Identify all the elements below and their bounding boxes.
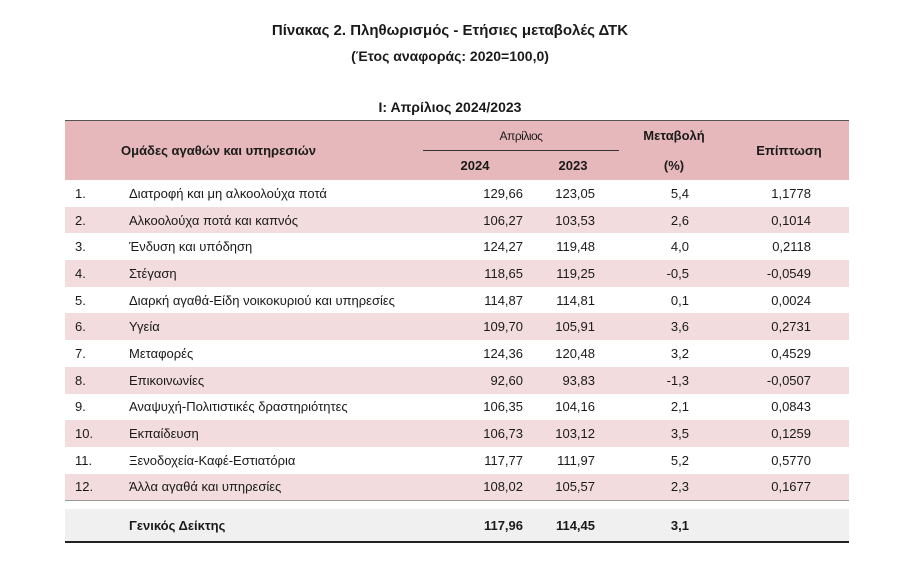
table-body <box>65 180 849 501</box>
row-name: Επικοινωνίες <box>119 367 423 394</box>
row-name: Αλκοολούχα ποτά και καπνός <box>119 207 423 234</box>
row-impact: -0,0507 <box>729 367 849 394</box>
row-2023: 120,48 <box>555 345 595 361</box>
row-impact: 0,1677 <box>729 474 849 501</box>
total-2023: 114,45 <box>527 509 619 542</box>
row-impact: 1,1778 <box>771 185 811 201</box>
row-2024: 106,35 <box>483 399 523 415</box>
row-name: Διαρκή αγαθά-Είδη νοικοκυριού και υπηρεσίες <box>129 292 395 308</box>
row-2023: 111,97 <box>557 452 595 468</box>
inflation-table <box>65 120 849 543</box>
row-change: 4,0 <box>670 239 689 255</box>
table-row <box>65 474 849 501</box>
row-impact: 0,2731 <box>729 313 849 340</box>
row-number: 11. <box>75 452 93 468</box>
row-number: 9. <box>75 399 86 415</box>
row-change: 3,5 <box>619 420 729 447</box>
row-2023: 114,81 <box>556 292 595 308</box>
row-2023: 119,48 <box>556 239 595 255</box>
section-title: Ι: Απρίλιος 2024/2023 <box>378 99 522 115</box>
row-number: 12. <box>65 474 119 501</box>
total-change: 3,1 <box>619 509 729 542</box>
row-number: 4. <box>65 260 119 287</box>
row-impact: 0,4529 <box>771 345 811 361</box>
header-april: Απρίλιος <box>423 121 619 151</box>
row-impact: 0,5770 <box>771 452 811 468</box>
total-row <box>65 509 849 542</box>
row-number: 8. <box>65 367 119 394</box>
row-2024: 117,77 <box>484 452 523 468</box>
row-name: Στέγαση <box>119 260 423 287</box>
table-subtitle: (Έτος αναφοράς: 2020=100,0) <box>351 48 549 64</box>
table-title: Πίνακας 2. Πληθωρισμός - Ετήσιες μεταβολές ΔΤΚ <box>271 22 629 39</box>
table-row <box>65 447 849 474</box>
row-2024: 109,70 <box>423 313 527 340</box>
table-row <box>65 367 849 394</box>
row-number: 5. <box>75 292 86 308</box>
row-impact: 0,2118 <box>772 239 811 255</box>
row-impact: 0,0024 <box>771 292 811 308</box>
total-2024: 117,96 <box>423 509 527 542</box>
row-name: Ξενοδοχεία-Καφέ-Εστιατόρια <box>129 452 296 468</box>
row-change: 0,1 <box>670 292 689 308</box>
header-impact: Επίπτωση <box>729 121 849 181</box>
row-change: 5,4 <box>670 185 689 201</box>
row-name: Αναψυχή-Πολιτιστικές δραστηριότητες <box>129 399 348 415</box>
table-row <box>65 207 849 234</box>
row-change: 3,6 <box>619 313 729 340</box>
table-row <box>65 287 849 314</box>
table-row <box>65 340 849 367</box>
row-change: 3,2 <box>670 345 689 361</box>
row-2024: 106,27 <box>423 207 527 234</box>
row-impact: 0,0843 <box>771 399 811 415</box>
row-number: 2. <box>65 207 119 234</box>
row-2024: 129,66 <box>483 185 523 201</box>
row-impact: -0,0549 <box>729 260 849 287</box>
table-row <box>65 394 849 421</box>
row-number: 1. <box>75 185 86 201</box>
row-change: -0,5 <box>619 260 729 287</box>
row-number: 3. <box>75 239 86 255</box>
row-2024: 108,02 <box>423 474 527 501</box>
row-name: Εκπαίδευση <box>119 420 423 447</box>
row-2023: 105,91 <box>527 313 619 340</box>
row-number: 7. <box>75 345 86 361</box>
row-2024: 118,65 <box>423 260 527 287</box>
header-2023: 2023 <box>527 151 619 181</box>
row-change: 2,3 <box>619 474 729 501</box>
row-number: 6. <box>65 313 119 340</box>
row-2024: 114,87 <box>484 292 523 308</box>
row-number: 10. <box>65 420 119 447</box>
row-2023: 103,12 <box>527 420 619 447</box>
row-2023: 105,57 <box>527 474 619 501</box>
row-2024: 124,36 <box>483 345 523 361</box>
header-change: Μεταβολή <box>619 121 729 151</box>
row-2023: 104,16 <box>555 399 595 415</box>
row-impact: 0,1259 <box>729 420 849 447</box>
row-2023: 123,05 <box>555 185 595 201</box>
row-2023: 119,25 <box>527 260 619 287</box>
row-change: 2,6 <box>619 207 729 234</box>
table-row <box>65 420 849 447</box>
row-2023: 103,53 <box>527 207 619 234</box>
row-name: Υγεία <box>119 313 423 340</box>
row-name: Μεταφορές <box>129 345 194 361</box>
row-change: 2,1 <box>670 399 689 415</box>
row-2023: 93,83 <box>527 367 619 394</box>
header-change-unit: (%) <box>619 151 729 181</box>
table-row <box>65 260 849 287</box>
table-row <box>65 233 849 260</box>
table-row <box>65 180 849 207</box>
total-name: Γενικός Δείκτης <box>119 509 423 542</box>
row-2024: 124,27 <box>483 239 523 255</box>
row-2024: 92,60 <box>423 367 527 394</box>
row-change: 5,2 <box>670 452 689 468</box>
row-impact: 0,1014 <box>729 207 849 234</box>
header-group: Ομάδες αγαθών και υπηρεσιών <box>65 121 423 181</box>
row-name: Ένδυση και υπόδηση <box>129 239 253 255</box>
row-name: Άλλα αγαθά και υπηρεσίες <box>119 474 423 501</box>
row-2024: 106,73 <box>423 420 527 447</box>
row-change: -1,3 <box>619 367 729 394</box>
row-name: Διατροφή και μη αλκοολούχα ποτά <box>129 185 327 201</box>
table-row <box>65 313 849 340</box>
header-2024: 2024 <box>423 151 527 181</box>
total-impact <box>729 509 849 542</box>
